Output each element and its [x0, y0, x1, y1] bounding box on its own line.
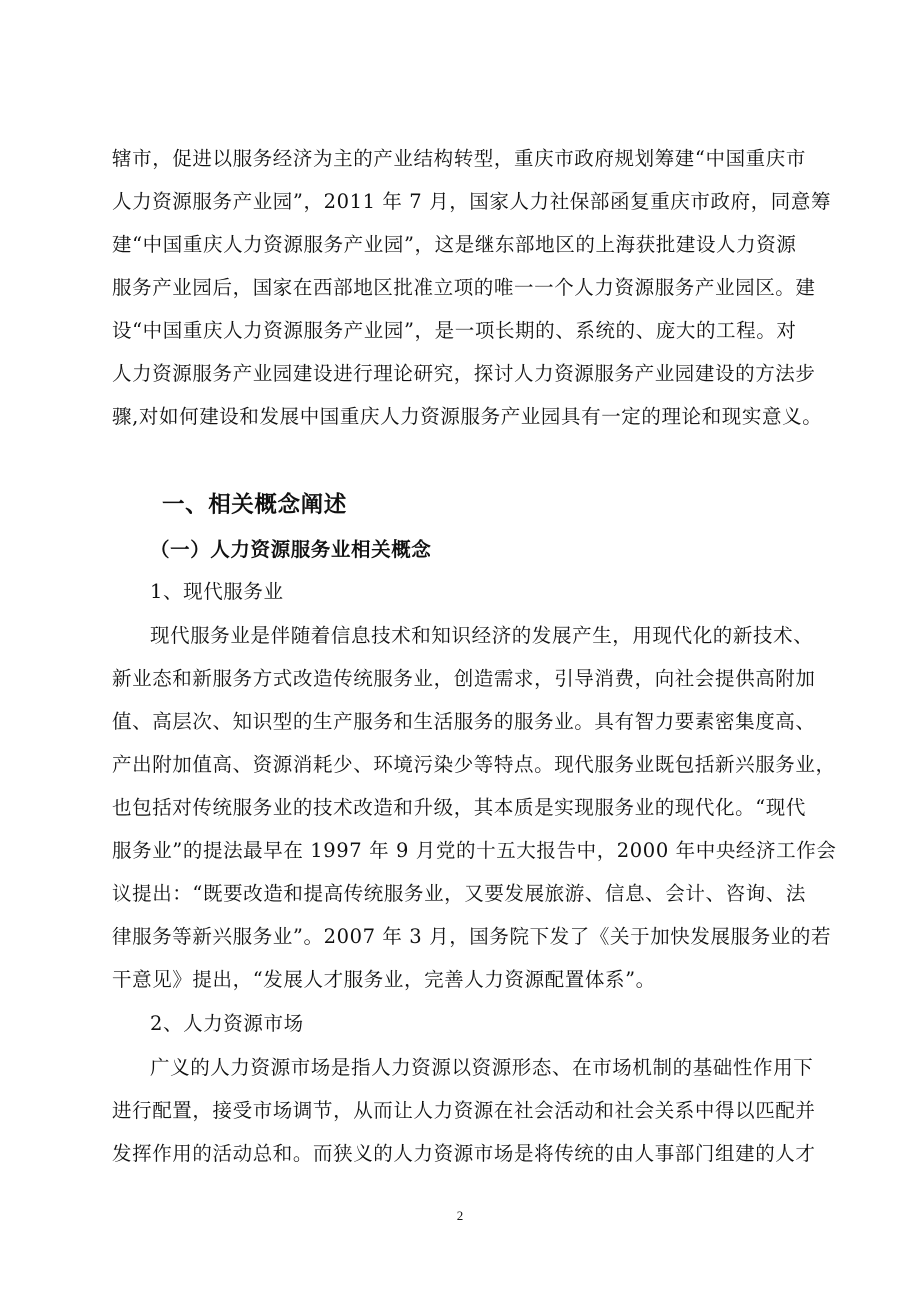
- paragraph-line: 设“中国重庆人力资源服务产业园”，是一项长期的、系统的、庞大的工程。对: [112, 319, 797, 342]
- paragraph-line: 辖市，促进以服务经济为主的产业结构转型，重庆市政府规划筹建“中国重庆市: [112, 147, 806, 170]
- paragraph-line: 现代服务业是伴随着信息技术和知识经济的发展产生，用现代化的新技术、: [150, 624, 814, 647]
- subsection-heading: （一）人力资源服务业相关概念: [150, 538, 432, 561]
- paragraph-line: 律服务等新兴服务业”。2007 年 3 月，国务院下发了《关于加快发展服务业的若: [112, 925, 832, 948]
- paragraph-line: 人力资源服务产业园建设进行理论研究，探讨人力资源服务产业园建设的方法步: [112, 362, 816, 385]
- paragraph-line: 干意见》提出，“发展人才服务业，完善人力资源配置体系”。: [112, 968, 656, 991]
- paragraph-line: 议提出：“既要改造和提高传统服务业，又要发展旅游、信息、会计、咨询、法: [112, 882, 806, 905]
- page-number: 2: [456, 1208, 464, 1223]
- paragraph-line: 人力资源服务产业园”，2011 年 7 月，国家人力社保部函复重庆市政府，同意筹: [112, 190, 832, 213]
- paragraph-line: 广义的人力资源市场是指人力资源以资源形态、在市场机制的基础性作用下: [150, 1056, 814, 1079]
- sub-heading-2: 2、人力资源市场: [150, 1012, 304, 1035]
- paragraph-line: 发挥作用的活动总和。而狭义的人力资源市场是将传统的由人事部门组建的人才: [112, 1142, 816, 1165]
- paragraph-line: 建“中国重庆人力资源服务产业园”，这是继东部地区的上海获批建设人力资源: [112, 233, 797, 256]
- paragraph-line: 产出附加值高、资源消耗少、环境污染少等特点。现代服务业既包括新兴服务业，: [112, 753, 836, 776]
- paragraph-line: 服务产业园后，国家在西部地区批准立项的唯一一个人力资源服务产业园区。建: [112, 276, 816, 299]
- paragraph-line: 新业态和新服务方式改造传统服务业，创造需求，引导消费，向社会提供高附加: [112, 667, 816, 690]
- sub-heading-1: 1、现代服务业: [150, 580, 284, 603]
- paragraph-line: 也包括对传统服务业的技术改造和升级，其本质是实现服务业的现代化。“现代: [112, 796, 806, 819]
- paragraph-line: 进行配置，接受市场调节，从而让人力资源在社会活动和社会关系中得以匹配并: [112, 1099, 816, 1122]
- section-heading: 一、相关概念阐述: [162, 492, 347, 518]
- paragraph-line: 值、高层次、知识型的生产服务和生活服务的服务业。具有智力要素密集度高、: [112, 710, 816, 733]
- paragraph-line: 骤,对如何建设和发展中国重庆人力资源服务产业园具有一定的理论和现实意义。: [112, 405, 823, 428]
- paragraph-line: 服务业”的提法最早在 1997 年 9 月党的十五大报告中，2000 年中央经济工作会: [112, 839, 837, 862]
